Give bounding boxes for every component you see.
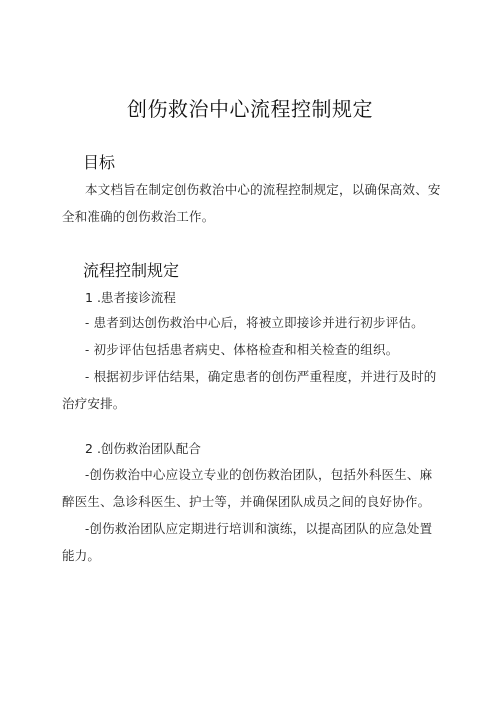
document-title: 创伤救治中心流程控制规定 <box>127 97 373 121</box>
item-heading-2 <box>85 439 201 457</box>
item-heading-1 <box>85 288 176 306</box>
item-number: 2 <box>85 441 93 456</box>
item-number: 1 <box>85 290 93 305</box>
item-1-point-3: - 根据初步评估结果，确定患者的创伤严重程度，并进行及时的治疗安排。 <box>62 369 437 411</box>
item-1-point-2: - 初步评估包括患者病史、体格检查和相关检查的组织。 <box>85 342 399 357</box>
item-title: .创伤救治团队配合 <box>96 441 201 456</box>
goal-paragraph: 本文档旨在制定创伤救治中心的流程控制规定，以确保高效、安全和准确的创伤救治工作。 <box>62 182 441 224</box>
item-2-point-1: -创伤救治中心应设立专业的创伤救治团队，包括外科医生、麻醉医生、急诊科医生、护士等，并确保团队成员之间的良好协作。 <box>62 467 433 509</box>
process-heading: 流程控制规定 <box>83 261 180 280</box>
item-2-point-2: -创伤救治团队应定期进行培训和演练，以提高团队的应急处置能力。 <box>62 521 433 563</box>
item-1-point-1: - 患者到达创伤救治中心后，将被立即接诊并进行初步评估。 <box>85 315 424 330</box>
goal-heading: 目标 <box>83 153 116 172</box>
item-title: .患者接诊流程 <box>96 290 176 305</box>
